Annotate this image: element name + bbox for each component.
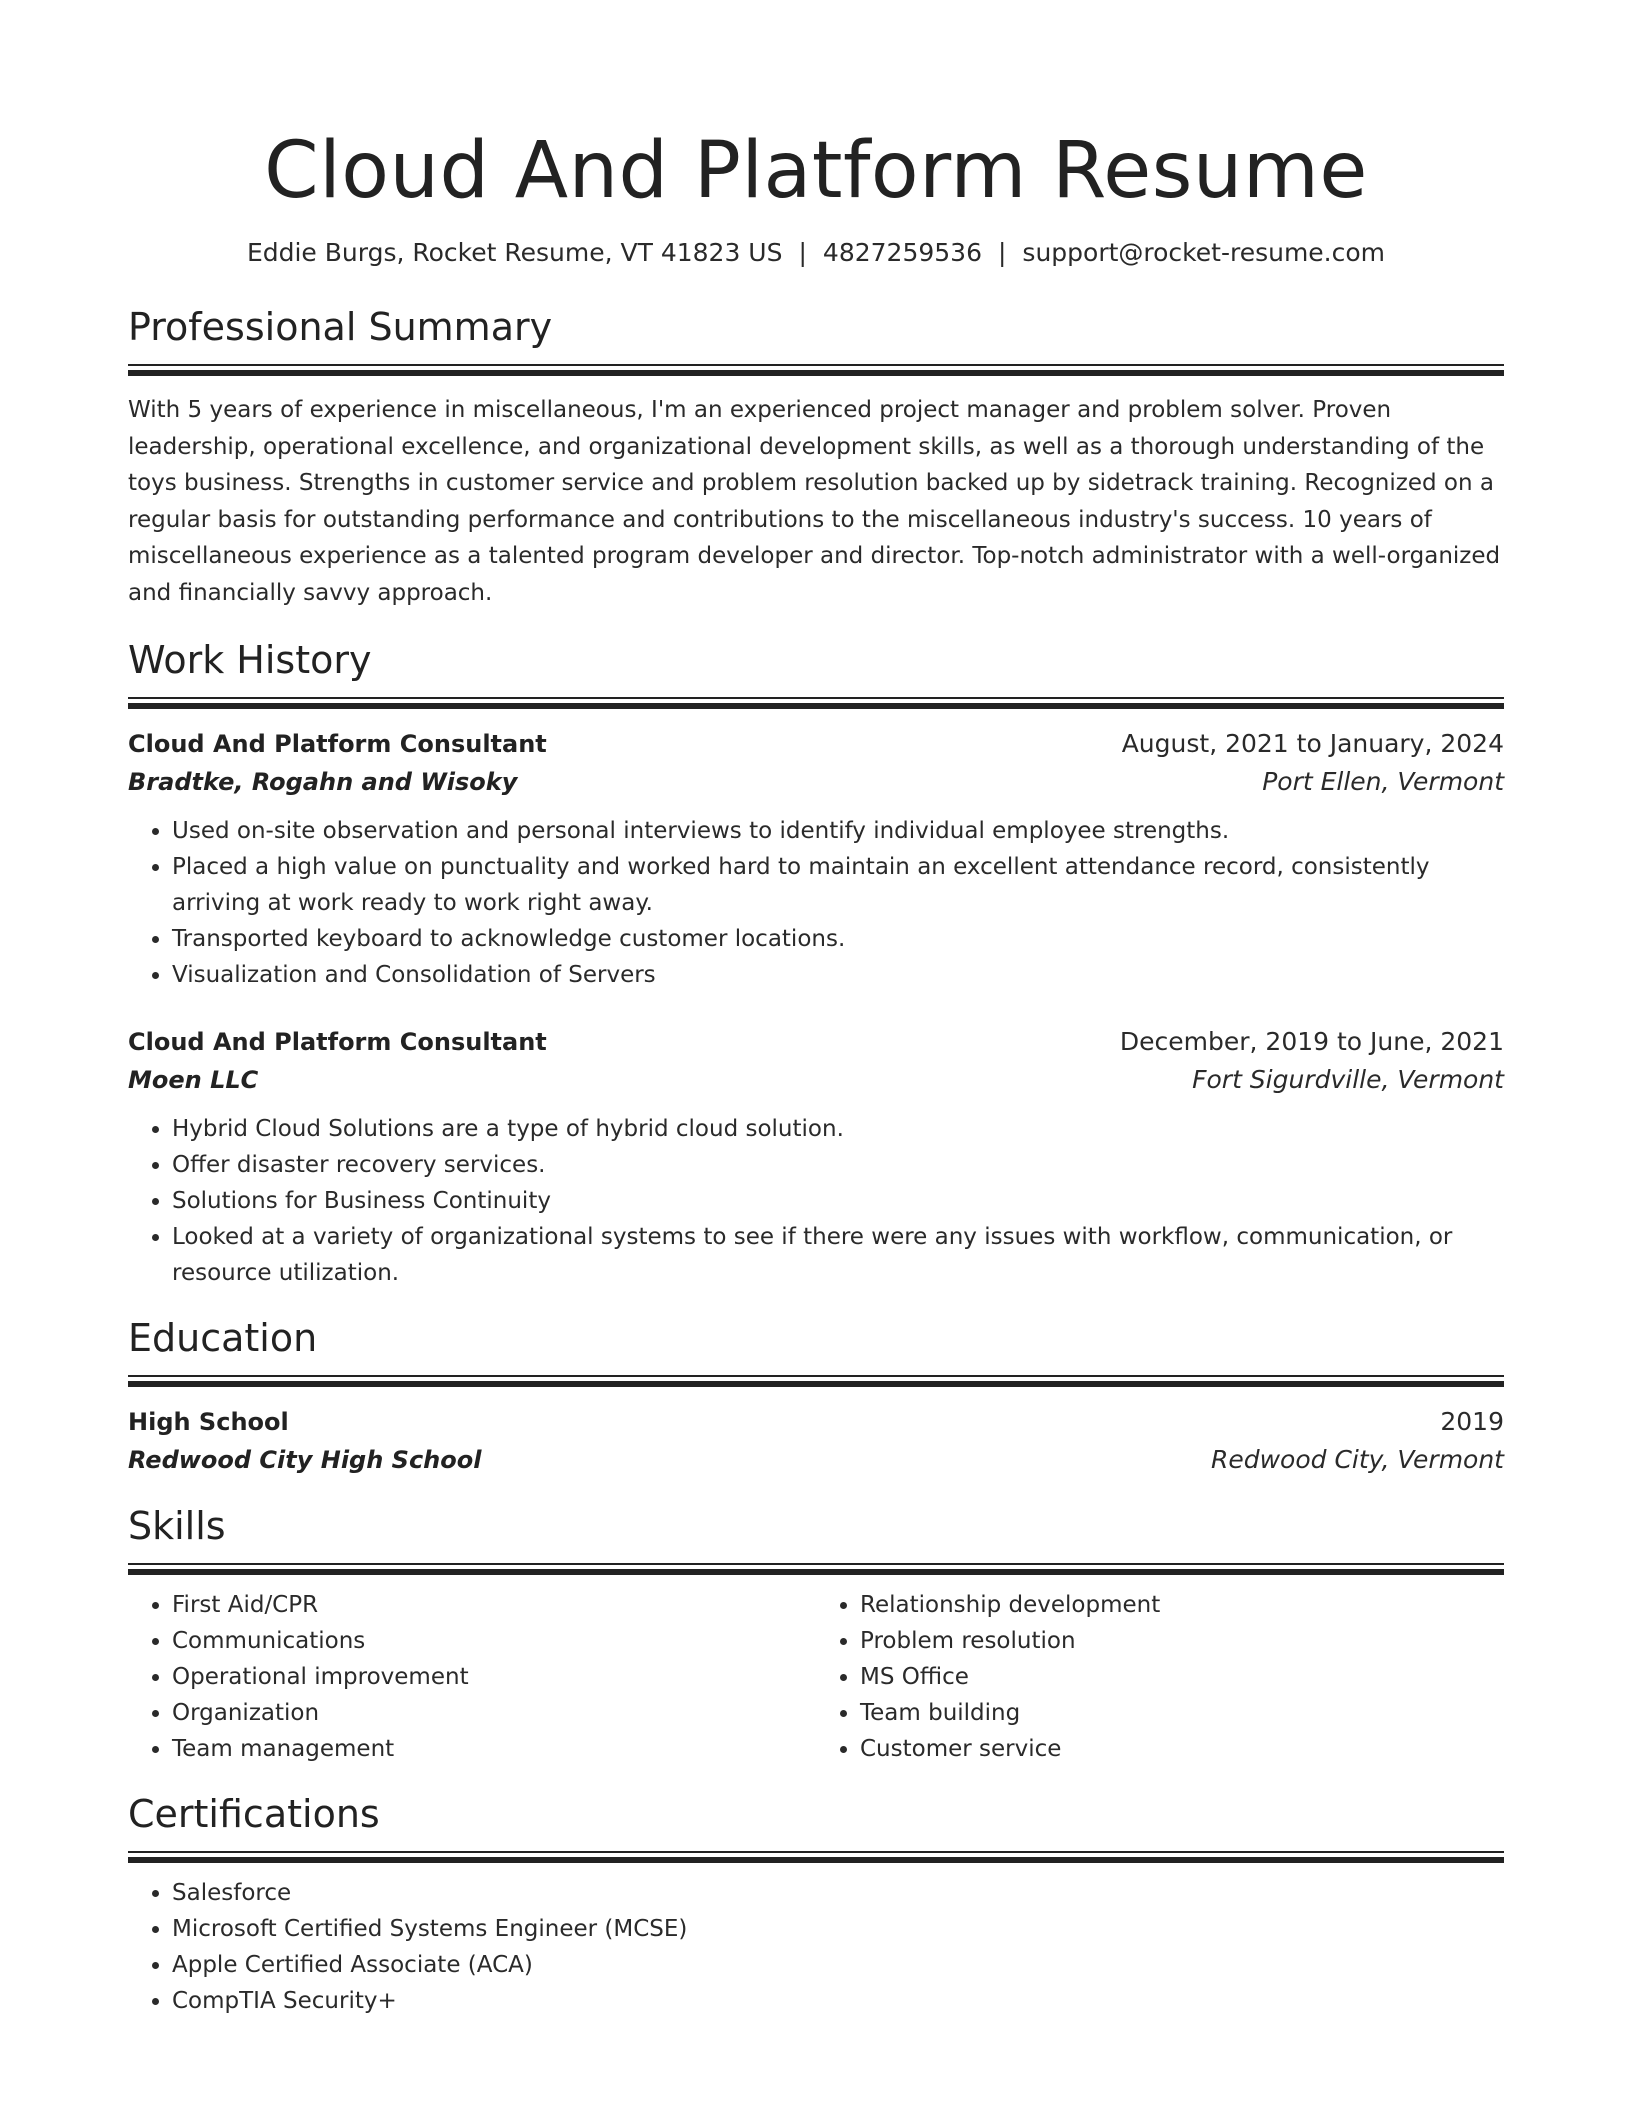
job-company: Bradtke, Rogahn and Wisoky	[128, 768, 518, 796]
skill-item: • Customer service	[860, 1731, 1504, 1767]
work-history-heading: Work History	[128, 638, 372, 682]
job-location: Fort Sigurdville, Vermont	[1192, 1065, 1504, 1094]
job-duty: • Visualization and Consolidation of Servers	[172, 957, 1504, 993]
job-dates: December, 2019 to June, 2021	[1119, 1027, 1504, 1056]
skill-item: • Relationship development	[860, 1587, 1504, 1623]
education-location: Redwood City, Vermont	[1210, 1445, 1504, 1474]
job-duties-list	[128, 813, 1504, 993]
skill-item: • Team management	[172, 1731, 816, 1767]
job-entry	[128, 725, 1504, 993]
job-title: Cloud And Platform Consultant	[128, 730, 547, 758]
certification-item: • Salesforce	[172, 1875, 1504, 1911]
section-divider	[128, 1375, 1504, 1387]
education-school: Redwood City High School	[128, 1446, 482, 1474]
job-duty: • Looked at a variety of organizational systems to see if there were any issues with workflow, communication, or resource utilization.	[172, 1219, 1504, 1291]
job-entry	[128, 1023, 1504, 1291]
skill-item: • Problem resolution	[860, 1623, 1504, 1659]
education-degree: High School	[128, 1408, 289, 1436]
skill-item: • Team building	[860, 1695, 1504, 1731]
education-entry	[128, 1403, 1504, 1479]
skill-item: • MS Office	[860, 1659, 1504, 1695]
contact-separator: |	[997, 238, 1007, 267]
contact-phone: 4827259536	[822, 238, 982, 267]
skills-heading: Skills	[128, 1504, 226, 1548]
job-duty: • Offer disaster recovery services.	[172, 1147, 1504, 1183]
certifications-list	[128, 1875, 1504, 2019]
contact-separator: |	[798, 238, 807, 267]
job-duty: • Transported keyboard to acknowledge customer locations.	[172, 921, 1504, 957]
job-duties-list	[128, 1111, 1504, 1291]
job-dates: August, 2021 to January, 2024	[1121, 729, 1504, 758]
job-duty: • Hybrid Cloud Solutions are a type of hybrid cloud solution.	[172, 1111, 1504, 1147]
work-history-section	[128, 635, 1504, 1291]
job-location: Port Ellen, Vermont	[1262, 767, 1504, 796]
job-title: Cloud And Platform Consultant	[128, 1028, 547, 1056]
section-divider	[128, 364, 1504, 376]
skill-item: • Organization	[172, 1695, 816, 1731]
skill-item: • First Aid/CPR	[172, 1587, 816, 1623]
summary-section	[128, 302, 1504, 611]
skills-section	[128, 1501, 1504, 1767]
certification-item: • Apple Certified Associate (ACA)	[172, 1947, 1504, 1983]
resume-page	[128, 0, 1504, 2019]
skill-item: • Communications	[172, 1623, 816, 1659]
contact-email: support@rocket-resume.com	[1022, 238, 1386, 267]
education-heading: Education	[128, 1316, 318, 1360]
skills-grid	[128, 1587, 1504, 1767]
summary-text: With 5 years of experience in miscellaneous, I'm an experienced project manager and problem solver. Proven leadership, operational excellence, and organizational development skills, as well as a thorough understanding of the toys business. Strengths in customer service and problem resolution backed up by sidetrack training. Recognized on a regular basis for outstanding performance and contributions to the miscellaneous industry's success. 10 years of miscellaneous experience as a talented program developer and director. Top-notch administrator with a well-organized and financially savvy approach.	[128, 397, 1501, 606]
summary-heading: Professional Summary	[128, 305, 553, 349]
skills-list-left	[128, 1587, 816, 1767]
certification-item: • Microsoft Certified Systems Engineer (MCSE)	[172, 1911, 1504, 1947]
section-divider	[128, 1851, 1504, 1863]
education-section	[128, 1313, 1504, 1479]
contact-address: Eddie Burgs, Rocket Resume, VT 41823 US	[246, 238, 783, 267]
education-year: 2019	[1440, 1407, 1504, 1436]
resume-title: Cloud And Platform Resume	[264, 126, 1368, 216]
skills-list-right	[816, 1587, 1504, 1767]
section-divider	[128, 697, 1504, 709]
job-company: Moen LLC	[128, 1066, 259, 1094]
contact-line	[128, 236, 1504, 270]
job-duty: • Placed a high value on punctuality and worked hard to maintain an excellent attendance record, consistently arriving at work ready to work right away.	[172, 849, 1504, 921]
certification-item: • CompTIA Security+	[172, 1983, 1504, 2019]
job-duty: • Used on-site observation and personal interviews to identify individual employee strengths.	[172, 813, 1504, 849]
skill-item: • Operational improvement	[172, 1659, 816, 1695]
job-duty: • Solutions for Business Continuity	[172, 1183, 1504, 1219]
certifications-section	[128, 1789, 1504, 2019]
section-divider	[128, 1563, 1504, 1575]
certifications-heading: Certifications	[128, 1792, 380, 1836]
